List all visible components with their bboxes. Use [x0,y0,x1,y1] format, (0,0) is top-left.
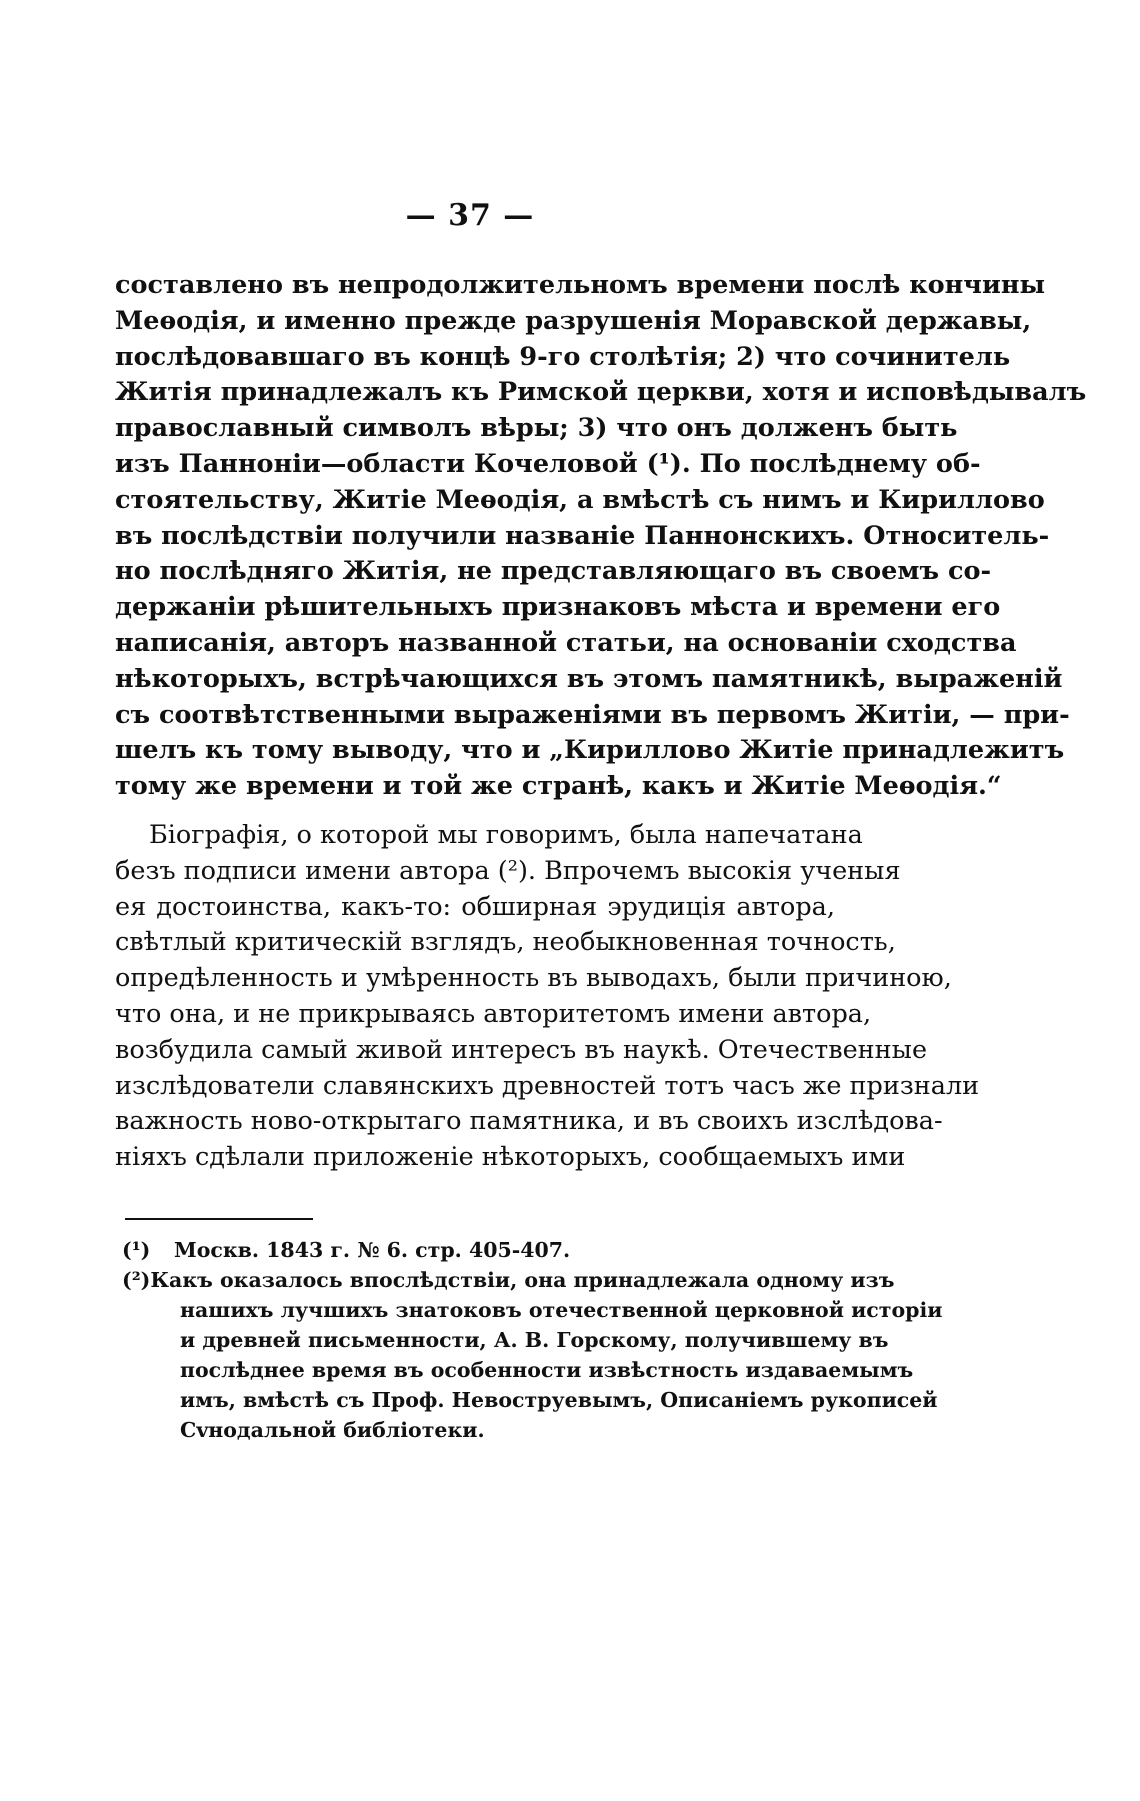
footnote-marker: (²) [122,1268,151,1292]
text-line: что она, и не прикрываясь авторитетомъ имени автора, [115,998,872,1029]
text-line: Біографія, о которой мы говоримъ, была напечатана [149,819,863,850]
footnote-marker: (¹) [122,1238,151,1262]
footnote-2 [122,1265,943,1445]
footnote-text: Москв. 1843 г. № 6. стр. 405-407. [174,1238,571,1262]
text-line: написанія, авторъ названной статьи, на основаніи сходства [115,627,1017,658]
footnote-text-line: послѣднее время въ особенности извѣстность издаваемымъ [180,1358,914,1382]
text-line: съ соотвѣтственными выраженіями въ первомъ Житіи, — при- [115,699,1070,730]
footnote-text-line: Сvнодальной библіотеки. [180,1418,485,1442]
footnote-text: Какъ оказалось впослѣдствіи, она принадлежала одному изъ [150,1268,895,1292]
paragraph-1 [115,268,1087,805]
text-line: послѣдовавшаго въ концѣ 9-го столѣтія; 2) что сочинитель [115,341,1011,372]
footnote-text-line: нашихъ лучшихъ знатоковъ отечественной церковной исторіи [180,1298,943,1322]
footnote-1 [122,1235,840,1265]
text-line: православный символъ вѣры; 3) что онъ долженъ быть [115,413,958,444]
page-number: — 37 — [405,198,535,233]
footnotes [122,1235,943,1445]
text-line: важность ново-открытаго памятника, и въ своихъ изслѣдова- [115,1106,943,1137]
paragraph-gap [115,805,835,818]
text-line: составлено въ непродолжительномъ времени послѣ кончины [115,270,1046,300]
text-line: стоятельству, Житіе Меѳодія, а вмѣстѣ съ нимъ и Кириллово [115,484,1045,515]
text-line: свѣтлый критическій взглядъ, необыкновенная точность, [115,927,896,958]
text-line: Меѳодія, и именно прежде разрушенія Моравской державы, [115,305,1032,336]
text-line: Житія принадлежалъ къ Римской церкви, хотя и исповѣдывалъ [115,377,1087,408]
text-line: изъ Паннонiи—области Кочеловой (¹). По послѣднему об- [115,448,981,479]
text-line: нѣкоторыхъ, встрѣчающихся въ этомъ памятникѣ, выраженій [115,663,1063,694]
footnote-2-first-line [122,1265,895,1295]
text-line: въ послѣдствіи получили названіе Паннонскихъ. Относитель- [115,520,1050,551]
text-line: шелъ къ тому выводу, что и „Кириллово Житіе принадлежитъ [115,735,1065,766]
text-line: но послѣдняго Житія, не представляющаго въ своемъ со- [115,556,992,587]
text-line: изслѣдователи славянскихъ древностей тотъ часъ же признали [115,1070,980,1101]
paragraph-2 [115,818,980,1176]
footnote-divider [125,1218,313,1220]
text-line: ея достоинства, какъ-то: обширная эрудиція автора, [115,891,835,922]
text-line: безъ подписи имени автора (²). Впрочемъ высокія ученыя [115,855,901,886]
text-line: ніяхъ сдѣлали приложеніе нѣкоторыхъ, сообщаемыхъ ими [115,1142,906,1173]
text-line: держаніи рѣшительныхъ признаковъ мѣста и времени его [115,592,1001,623]
main-text [115,268,1087,1176]
text-line: опредѣленность и умѣренность въ выводахъ, были причиною, [115,963,952,994]
footnote-text-line: и древней письменности, А. В. Горскому, получившему въ [180,1328,889,1352]
text-line: тому же времени и той же странѣ, какъ и Житіе Меѳодія.“ [115,771,1002,802]
text-line: возбудила самый живой интересъ въ наукѣ. Отечественные [115,1034,928,1065]
footnote-text-line: имъ, вмѣстѣ съ Проф. Невоструевымъ, Описаніемъ рукописей [180,1388,938,1412]
